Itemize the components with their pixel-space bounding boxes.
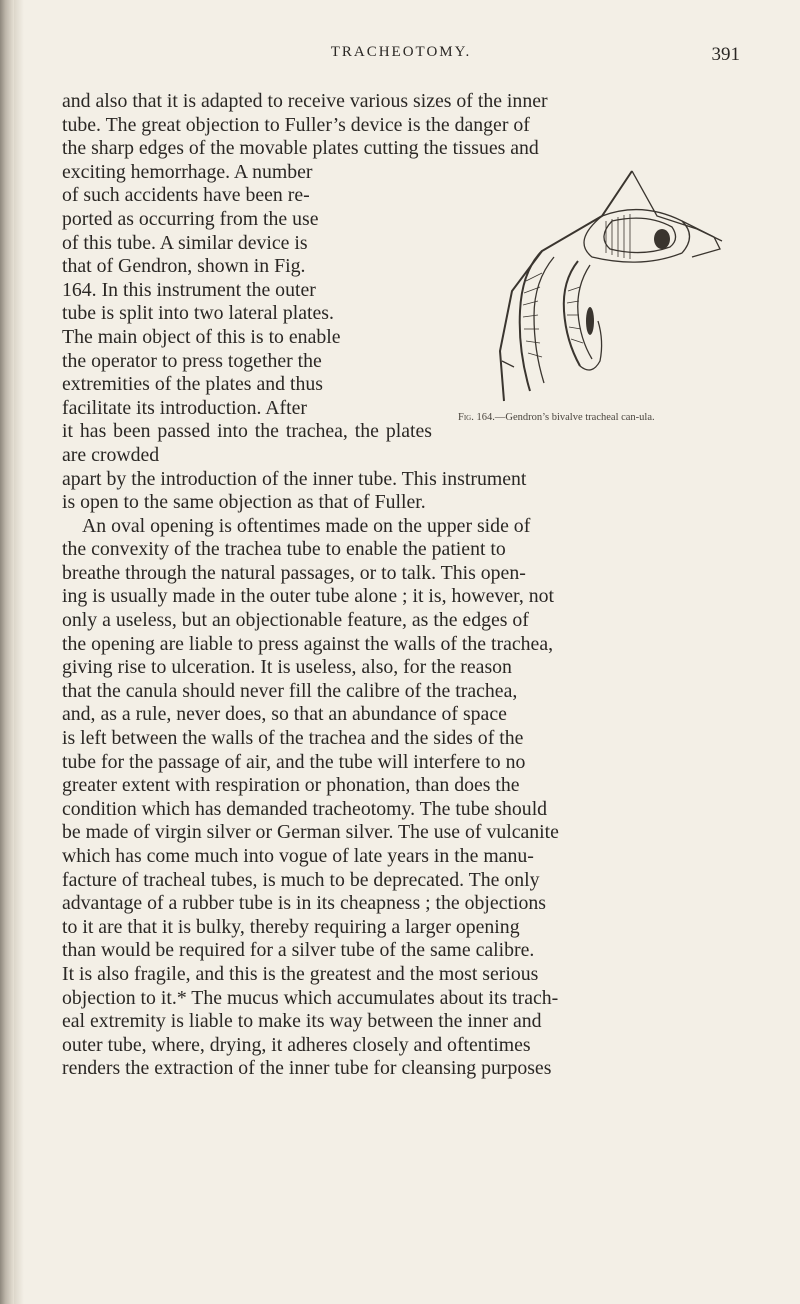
text-line: the operator to press together the	[62, 349, 322, 372]
text-line: advantage of a rubber tube is in its cheapness ; the objections	[62, 892, 546, 915]
text-line: tube for the passage of air, and the tube will interfere to no	[62, 750, 526, 773]
figure-caption	[458, 411, 742, 424]
tracheal-cannula-icon	[482, 161, 732, 409]
page-header	[62, 44, 740, 74]
text-line: of this tube. A similar device is	[62, 231, 308, 254]
text-line: exciting hemorrhage. A number	[62, 160, 313, 183]
text-line: to it are that it is bulky, thereby requiring a larger opening	[62, 915, 520, 938]
text-line: is left between the walls of the trachea and the sides of the	[62, 727, 524, 750]
text-line: facture of tracheal tubes, is much to be deprecated. The only	[62, 868, 540, 891]
text-line: greater extent with respiration or phonation, than does the	[62, 774, 520, 797]
text-line: objection to it.* The mucus which accumulates about its trach-	[62, 986, 559, 1009]
text-line: the opening are liable to press against the walls of the trachea,	[62, 632, 554, 655]
text-line: breathe through the natural passages, or to talk. This open-	[62, 561, 526, 584]
text-line: outer tube, where, drying, it adheres closely and oftentimes	[62, 1033, 531, 1056]
text-line: giving rise to ulceration. It is useless, also, for the reason	[62, 656, 512, 679]
figure-caption-label: Fig. 164.	[458, 411, 495, 423]
page-number: 391	[711, 44, 740, 65]
text-line: It is also fragile, and this is the greatest and the most serious	[62, 962, 539, 985]
body-text	[62, 90, 742, 1081]
text-line: condition which has demanded tracheotomy. The tube should	[62, 797, 548, 820]
running-title: TRACHEOTOMY.	[330, 44, 472, 60]
figure-caption-text: —Gendron’s bivalve tracheal can-ula.	[494, 411, 655, 423]
text-line: eal extremity is liable to make its way between the inner and	[62, 1010, 542, 1033]
figure-164	[442, 161, 742, 443]
paragraph-1	[62, 90, 742, 515]
text-line: tube. The great objection to Fuller’s device is the danger of	[62, 113, 530, 136]
text-line: that the canula should never fill the calibre of the trachea,	[62, 679, 518, 702]
paragraph-2	[62, 515, 742, 1081]
text-line: the sharp edges of the movable plates cutting the tissues and	[62, 137, 539, 160]
text-line: of such accidents have been re-	[62, 184, 310, 207]
text-line: tube is split into two lateral plates.	[62, 302, 334, 325]
text-line: the convexity of the trachea tube to enable the patient to	[62, 538, 506, 561]
text-line: only a useless, but an objectionable feature, as the edges of	[62, 609, 529, 632]
text-line: be made of virgin silver or German silver. The use of vulcanite	[62, 821, 559, 844]
text-line: ported as occurring from the use	[62, 207, 319, 230]
text-line: renders the extraction of the inner tube for cleansing purposes	[62, 1057, 552, 1080]
text-line: and also that it is adapted to receive various sizes of the inner	[62, 90, 548, 112]
text-line: The main object of this is to enable	[62, 325, 341, 348]
text-line: which has come much into vogue of late years in the manu-	[62, 845, 534, 867]
text-line: apart by the introduction of the inner tube. This instrument	[62, 467, 527, 490]
book-gutter	[14, 0, 24, 1304]
text-line: is open to the same objection as that of Fuller.	[62, 491, 426, 514]
text-line: than would be required for a silver tube of the same calibre.	[62, 939, 535, 962]
text-line: and, as a rule, never does, so that an abundance of space	[62, 703, 507, 726]
text-line: 164. In this instrument the outer	[62, 278, 316, 301]
book-spine-shadow	[0, 0, 14, 1304]
text-line: it has been passed into the trachea, the plates are crowded	[62, 420, 432, 466]
text-line: that of Gendron, shown in Fig.	[62, 255, 306, 278]
text-line: facilitate its introduction. After	[62, 396, 307, 419]
text-line: An oval opening is oftentimes made on the upper side of	[82, 514, 531, 537]
text-line: extremities of the plates and thus	[62, 373, 323, 396]
text-line: ing is usually made in the outer tube alone ; it is, however, not	[62, 585, 554, 608]
